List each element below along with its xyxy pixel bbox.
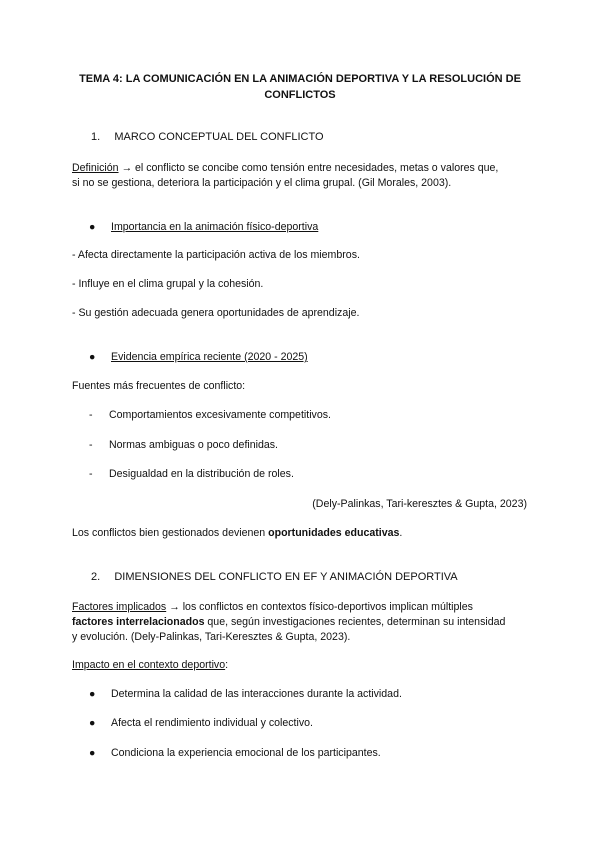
impact-item-text: Afecta el rendimiento individual y colectivo. [111,717,313,729]
section-1-title: MARCO CONCEPTUAL DEL CONFLICTO [114,131,324,143]
evidence-item-2 [89,438,278,453]
arrow-icon: → [121,162,133,174]
impact-item-2 [89,716,313,731]
evidence-heading: Evidencia empírica reciente (2020 - 2025) [111,351,308,363]
title-line-1: TEMA 4: LA COMUNICACIÓN EN LA ANIMACIÓN DEPORTIVA Y LA RESOLUCIÓN DE [79,73,521,85]
factors-bold: factores interrelacionados [72,616,205,628]
dash-marker: - [89,468,93,480]
definition-line-2: si no se gestiona, deteriora la participación y el clima grupal. (Gil Morales, 2003). [72,177,452,189]
evidence-item-text: Comportamientos excesivamente competitivos. [109,409,331,421]
factors-text-1: los conflictos en contextos físico-deportivos implican múltiples [179,601,473,613]
impact-item-text: Determina la calidad de las interacciones durante la actividad. [111,688,402,700]
dash-marker: - [89,439,93,451]
arrow-icon: → [169,601,180,613]
factors-term: Factores implicados [72,601,167,613]
evidence-item-text: Desigualdad en la distribución de roles. [109,468,294,480]
importance-item-2: - Influye en el clima grupal y la cohesión. [72,278,264,290]
evidence-heading-row [89,350,308,365]
section-1-number: 1. [91,131,101,143]
definition-line-1 [72,161,498,176]
evidence-item-3 [89,467,294,482]
impact-heading: Impacto en el contexto deportivo [72,659,226,671]
evidence-item-text: Normas ambiguas o poco definidas. [109,439,279,451]
importance-heading: Importancia en la animación físico-deportiva [111,221,319,233]
conclusion-end: . [399,527,403,539]
factors-text-2: que, según investigaciones recientes, determinan su intensidad [204,616,506,628]
section-2-number: 2. [91,571,101,583]
title-line-2: CONFLICTOS [264,89,336,101]
impact-item-1 [89,687,402,702]
importance-item-3: - Su gestión adecuada genera oportunidades de aprendizaje. [72,307,360,319]
bullet-icon: ● [89,221,96,233]
definition-term: Definición [72,162,119,174]
impact-item-text: Condiciona la experiencia emocional de los participantes. [111,747,381,759]
bullet-icon: ● [89,747,96,759]
importance-item-1: - Afecta directamente la participación activa de los miembros. [72,249,360,261]
evidence-citation: (Dely-Palinkas, Tari-keresztes & Gupta, 2023) [312,498,527,510]
dash-marker: - [89,409,93,421]
section-1-heading [91,130,324,145]
document-title [60,71,540,103]
bullet-icon: ● [89,717,96,729]
importance-heading-row [89,220,318,235]
impact-colon: : [225,659,229,671]
factors-line-1 [72,600,473,615]
impact-item-3 [89,746,381,761]
bullet-icon: ● [89,688,96,700]
definition-text-1: el conflicto se concibe como tensión entre necesidades, metas o valores que, [132,162,499,174]
section-2-heading [91,570,458,585]
conclusion-text: Los conflictos bien gestionados devienen [72,527,269,539]
bullet-icon: ● [89,351,96,363]
section-2-title: DIMENSIONES DEL CONFLICTO EN EF Y ANIMACIÓN DEPORTIVA [114,571,458,583]
evidence-item-1 [89,408,331,423]
conclusion-line [72,526,402,541]
conclusion-bold: oportunidades educativas [268,527,400,539]
factors-line-3: y evolución. (Dely-Palinkas, Tari-Keresztes & Gupta, 2023). [72,631,351,643]
factors-line-2 [72,615,505,630]
impact-heading-row [72,658,228,673]
evidence-intro: Fuentes más frecuentes de conflicto: [72,380,246,392]
